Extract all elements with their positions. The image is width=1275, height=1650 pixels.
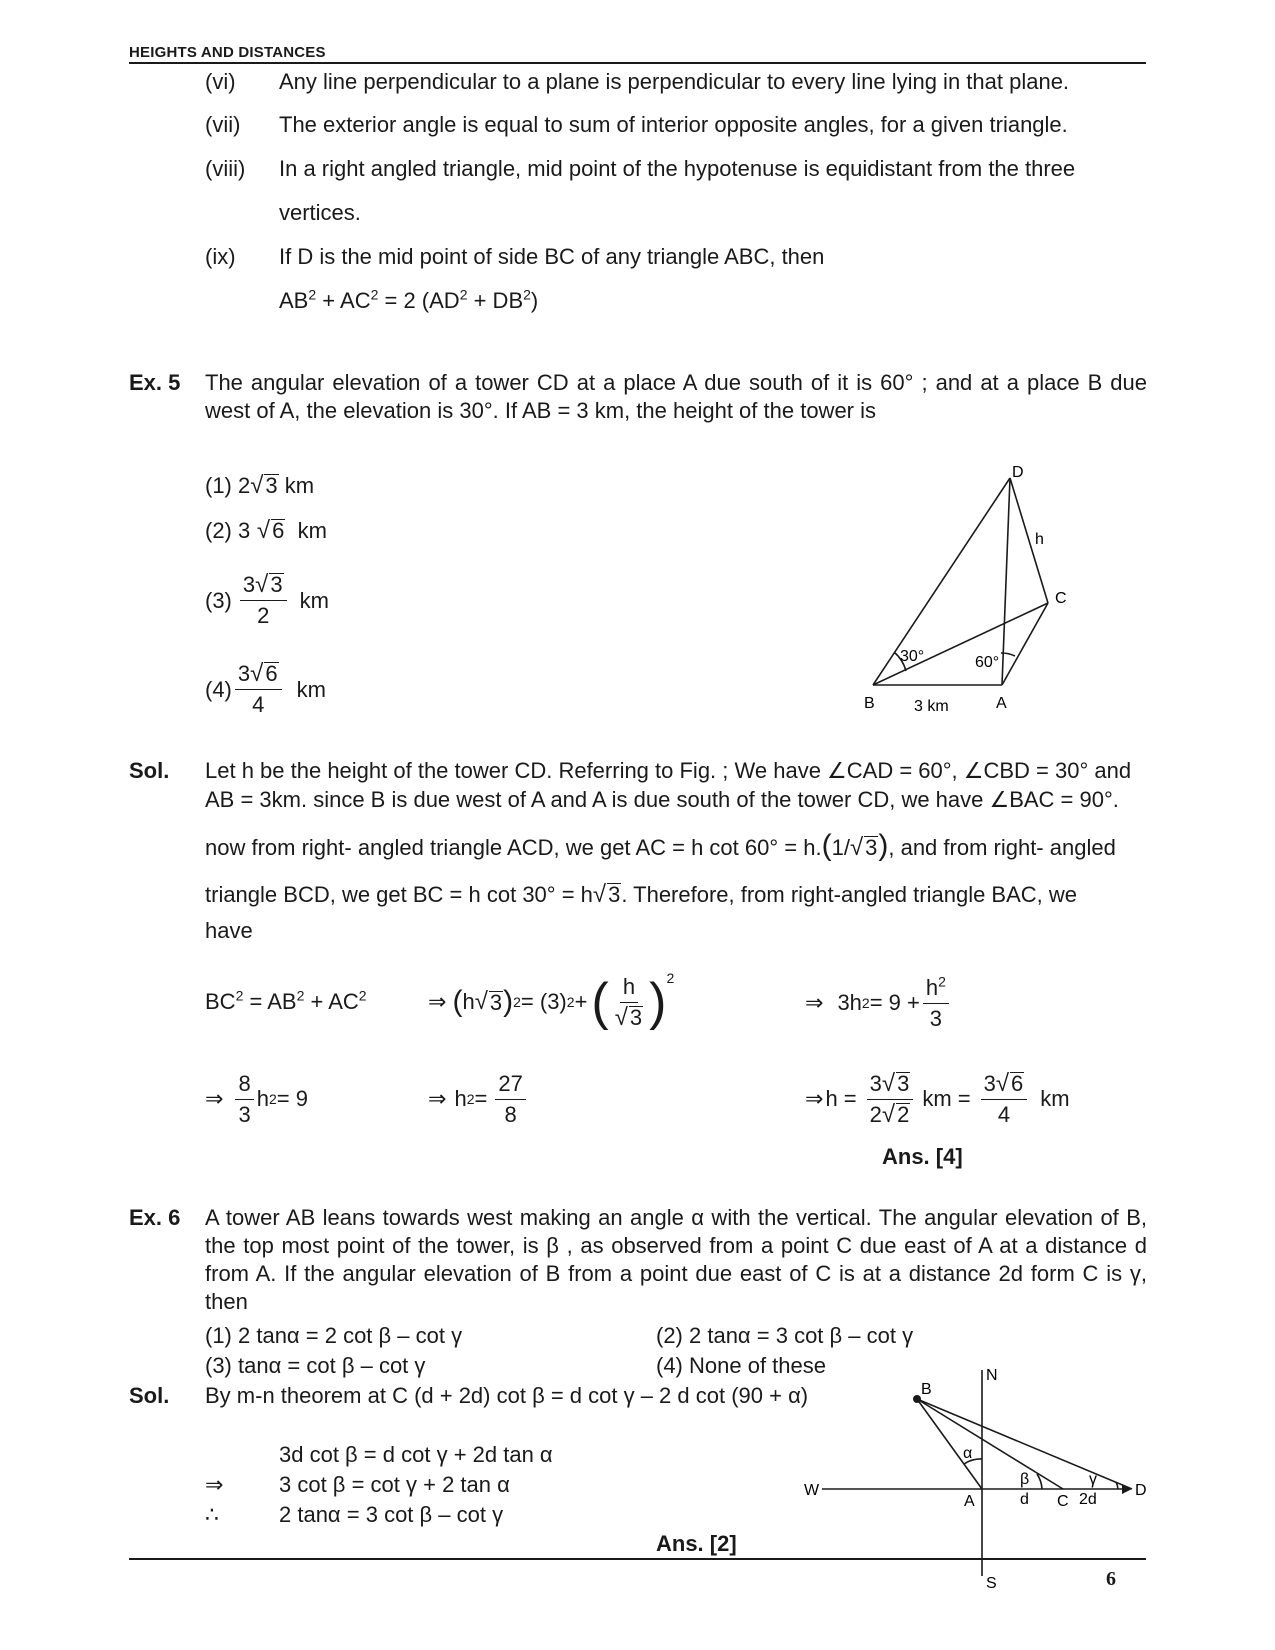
sol-line: triangle BCD, we get BC = h cot 30° = h√3. Therefore, from right-angled triangle BAC, we xyxy=(205,881,1078,908)
line-bc xyxy=(917,1399,1063,1489)
label-b: B xyxy=(921,1381,932,1398)
prop-num: (vii) xyxy=(205,112,241,137)
footer-rule xyxy=(129,1558,1146,1560)
example-question: A tower AB leans towards west making an angle α with the vertical. The angular elevation of B, the top most point of the tower, is β , as observed from a point C due east of A at a distance d from A. If the angular elevation of B from a point due east of C is at a distance 2d form C is γ, then xyxy=(205,1205,1147,1314)
solution-label: Sol. xyxy=(129,1383,170,1408)
sol-line: have xyxy=(205,918,253,943)
label-a: A xyxy=(996,695,1007,712)
sol-step: 3 cot β = cot γ + 2 tan α xyxy=(279,1472,510,1497)
tower-figure-ex5 xyxy=(850,460,1100,720)
prop-num: (viii) xyxy=(205,156,246,181)
label-alpha: α xyxy=(963,1445,973,1462)
label-b: B xyxy=(864,695,875,712)
solution-label: Sol. xyxy=(129,758,170,783)
tower-figure-ex6 xyxy=(800,1356,1150,1592)
formula-ix: $AB^2 + AC^2 = 2$ $(AD^2 + DB^2)$ xyxy=(279,286,539,313)
sol-line: Let h be the height of the tower CD. Referring to Fig. ; We have ∠CAD = 60°, ∠CBD = 30° and xyxy=(205,758,1132,783)
label-c: C xyxy=(1055,590,1067,607)
eq-h-result: ⇒ h = $\frac{3√3}{2√2}$ km = $\frac{3√6}{4}$ km xyxy=(805,1069,1070,1128)
prop-text: If D is the mid point of side BC of any triangle ABC, then xyxy=(279,244,825,269)
label-w: W xyxy=(804,1482,820,1499)
option-4: (4) $\frac{3√6}{4}$ km xyxy=(205,660,326,717)
sol-line: AB = 3km. since B is due west of A and A is due south of the tower CD, we have ∠BAC = 90°. xyxy=(205,787,1119,812)
answer-ex6: Ans. [2] xyxy=(656,1531,737,1556)
prop-text-cont: vertices. xyxy=(279,200,361,225)
label-angle-30: 30° xyxy=(900,648,925,665)
label-beta: β xyxy=(1020,1471,1030,1488)
sol-line: By m-n theorem at C (d + 2d) cot β = d cot γ – 2 d cot (90 + α) xyxy=(205,1383,809,1408)
prop-num: (ix) xyxy=(205,244,236,269)
label-a: A xyxy=(964,1493,975,1510)
therefore-symbol: ∴ xyxy=(205,1502,219,1527)
eq-bc-squared: $BC^2 = AB^2 + AC^2$ xyxy=(205,987,367,1014)
option-4: (4) None of these xyxy=(656,1353,826,1378)
header-rule xyxy=(129,62,1146,64)
running-header: HEIGHTS AND DISTANCES xyxy=(129,44,326,61)
sol-step: 3d cot β = d cot γ + 2d tan α xyxy=(279,1442,553,1467)
prop-text: Any line perpendicular to a plane is perpendicular to every line lying in that plane. xyxy=(279,69,1070,94)
example-question: The angular elevation of a tower CD at a place A due south of it is 60° ; and at a place B due west of A, the elevation is 30°. If AB = 3 km, the height of the tower is xyxy=(205,370,1147,423)
prop-text: In a right angled triangle, mid point of the hypotenuse is equidistant from the three xyxy=(279,156,1076,181)
prop-text: The exterior angle is equal to sum of interior opposite angles, for a given triangle. xyxy=(279,112,1068,137)
label-angle-60: 60° xyxy=(975,654,1000,671)
label-3km: 3 km xyxy=(914,698,949,715)
example-label: Ex. 6 xyxy=(129,1205,181,1230)
eq-8-3-h2: ⇒ $\frac{8}{3}$ h 2 = 9 xyxy=(205,1070,308,1127)
implies-symbol: ⇒ xyxy=(205,1472,224,1497)
option-2: (2) 3 √6 km xyxy=(205,517,327,544)
example-label: Ex. 5 xyxy=(129,370,181,395)
option-3: (3) tanα = cot β – cot γ xyxy=(205,1353,426,1378)
line-ac xyxy=(1002,603,1048,685)
arrow-east xyxy=(1122,1484,1132,1494)
label-c: C xyxy=(1057,1493,1069,1510)
label-2d-distance: 2d xyxy=(1079,1491,1097,1508)
label-gamma: γ xyxy=(1089,1471,1097,1488)
label-d: D xyxy=(1012,464,1024,481)
point-b xyxy=(913,1395,921,1403)
answer-ex5: Ans. [4] xyxy=(882,1144,963,1169)
eq-h2-27-8: ⇒ h 2 = $\frac{27}{8}$ xyxy=(428,1064,529,1134)
page-number: 6 xyxy=(1106,1568,1116,1590)
option-1: (1) 2 tanα = 2 cot β – cot γ xyxy=(205,1323,463,1348)
label-d: D xyxy=(1135,1482,1147,1499)
sol-line: now from right- angled triangle ACD, we get AC = h cot 60° = h.(1/√3), and from right- angled xyxy=(205,829,1116,862)
prop-num: (vi) xyxy=(205,69,236,94)
eq-substitution: ⇒ ( h √ 3 ) 2 = (3) 2 + ( $\frac{h}{√3}$ ) 2 xyxy=(428,970,675,1031)
eq-3h-squared: ⇒ 3h 2 = 9 + $\frac{h^2}{3}$ xyxy=(805,968,952,1038)
option-2: (2) 2 tanα = 3 cot β – cot γ xyxy=(656,1323,914,1348)
label-s: S xyxy=(986,1575,997,1592)
label-h: h xyxy=(1035,531,1044,548)
option-3: (3) $\frac{3√3}{2}$ km xyxy=(205,571,329,628)
label-n: N xyxy=(986,1367,998,1384)
option-1: (1) 2√3 km xyxy=(205,472,315,499)
sol-step: 2 tanα = 3 cot β – cot γ xyxy=(279,1502,504,1527)
label-d-distance: d xyxy=(1020,1491,1029,1508)
